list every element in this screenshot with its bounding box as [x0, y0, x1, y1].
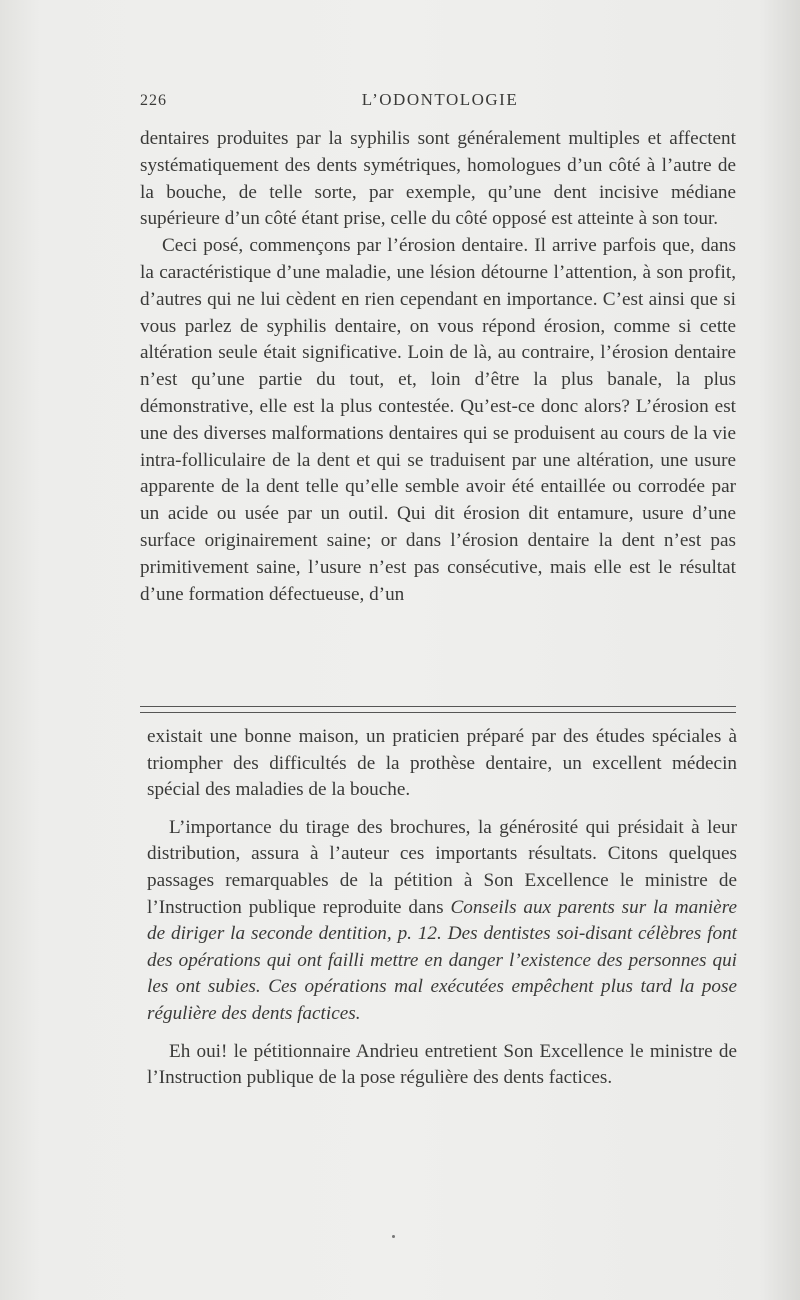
note-paragraph-1: existait une bonne maison, un praticien préparé par des études spéciales à triompher des difficultés de la prothèse dentaire, un excellent médecin spécial des maladies de la bouche.: [147, 726, 737, 801]
note-paragraph-2: [147, 815, 737, 1028]
page-number: 226: [140, 92, 167, 109]
paragraph-2: Ceci posé, commençons par l’érosion dentaire. Il arrive parfois que, dans la caractéristique d’une maladie, une lésion détourne l’attention, à son profit, d’autres qui ne lui cèdent en rien cependant en importance. C’est ainsi que si vous parlez de syphilis dentaire, on vous répond érosion, comme si cette altération seule était significative. Loin de là, au contraire, l’érosion dentaire n’est qu’une partie du tout, et, loin d’être la plus banale, la plus démonstrative, elle est la plus contestée. Qu’est-ce donc alors? L’érosion est une des diverses malformations dentaires qui se produisent au cours de la vie intra-folliculaire de la dent et qui se traduisent par une altération, une usure apparente de la dent telle qu’elle semble avoir été entaillée ou corrodée par un acide ou usée par un outil. Qui dit érosion dit entamure, usure d’une surface originairement saine; or dans l’érosion dentaire la dent n’est pas primitivement saine, l’usure n’est pas consécutive, mais elle est le résultat d’une formation défectueuse, d’un: [140, 235, 736, 605]
paragraph-1: dentaires produites par la syphilis sont généralement multiples et affectent systématiquement des dents symétriques, homologues d’un côté à l’autre de la bouche, de telle sorte, par exemple, qu’une dent incisive médiane supérieure d’un côté étant prise, celle du côté opposé est atteinte à son tour.: [140, 128, 736, 230]
note-quotation: Conseils aux parents sur la manière de diriger la seconde dentition, p. 12. Des dentistes soi-disant célèbres font des opérations qui ont failli mettre en danger l’existence des personnes qui les ont subies. Ces opérations mal exécutées empêchent plus tard la pose régulière des dents factices.: [147, 896, 737, 1024]
page-header: [140, 86, 740, 116]
note-paragraph-2-text: L’importance du tirage des brochures, la générosité qui présidait à leur distribution, assura à l’auteur ces importants résultats. Citons quelques passages remarquables de la pétition à Son Excellence le ministre de l’Instruction publique reproduite dans: [147, 816, 737, 918]
note-paragraph-3: Eh oui! le pétitionnaire Andrieu entretient Son Excellence le ministre de l’Instruction publique de la pose régulière des dents factices.: [147, 1040, 737, 1089]
footnote-rule: [140, 706, 736, 707]
footnote-rule-thin: [140, 712, 736, 713]
footnote-text: [147, 724, 737, 1103]
main-text: [140, 126, 736, 608]
print-speck: [392, 1235, 395, 1238]
running-head: L’ODONTOLOGIE: [361, 90, 519, 109]
